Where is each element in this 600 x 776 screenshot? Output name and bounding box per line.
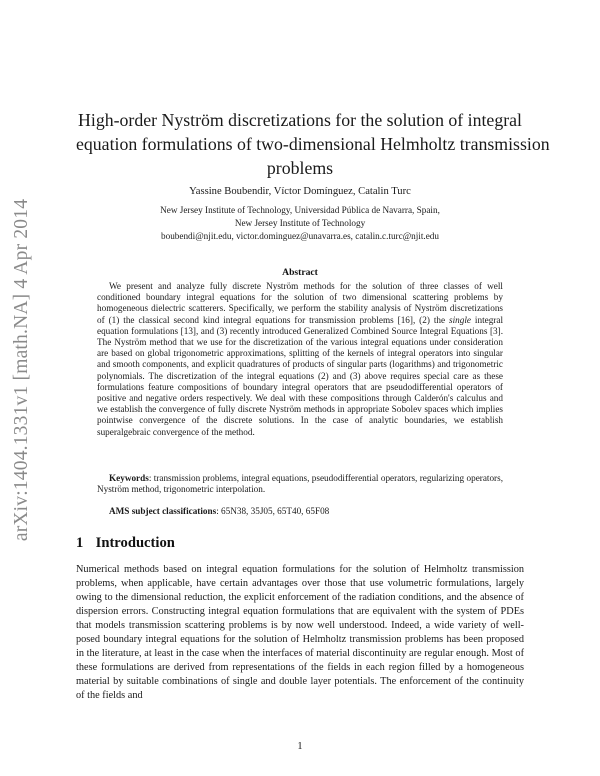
- keywords: [97, 473, 503, 495]
- ams-classifications: [109, 506, 509, 516]
- author-list: Yassine Boubendir, Víctor Domínguez, Catalin Turc: [189, 186, 411, 197]
- title-line-3: problems: [266, 158, 334, 178]
- paper-title: [76, 108, 550, 180]
- keywords-label: Keywords: [109, 473, 149, 483]
- ams-codes: : 65N38, 35J05, 65T40, 65F08: [216, 506, 330, 516]
- arxiv-stamp-text: arXiv:1404.1331v1 [math.NA] 4 Apr 2014: [11, 198, 32, 542]
- title-line-1: High-order Nyström discretizations for the solution of integral: [78, 110, 522, 130]
- introduction-paragraph: Numerical methods based on integral equation formulations for the solution of Helmholtz transmission problems, when applicable, have certain advantages over those that use volumetric formulations, largely owing to the dimensional reduction, the explicit enforcement of the radiation conditions, and the absence of dispersion errors. Constructing integral equation formulations that are equivalent with the system of PDEs that models transmission scattering problems is by now well understood. Indeed, a wide variety of well-posed boundary integral equations for the solution of Helmholtz transmission problems has been proposed in the literature, at least in the case when the interfaces of material discontinuity are regular enough. Most of these formulations are derived from representations of the fields in each region filled by a homogeneous material by suitable combinations of single and double layer potentials. The enforcement of the continuity of the fields and: [76, 564, 524, 701]
- abstract-heading: Abstract: [282, 267, 318, 278]
- section-heading: [76, 535, 175, 552]
- abstract-body: [97, 281, 503, 438]
- affiliation-line-1: New Jersey Institute of Technology, Universidad Pública de Navarra, Spain,: [160, 205, 440, 215]
- ams-label: AMS subject classifications: [109, 506, 217, 516]
- abstract-text-part-2: integral equation formulations [13], and (3) recently introduced Generalized Combined Source Integral Equations [3]. The Nyström method that we use for the discretization of the various integral equations under consideration are based on global trigonometric approximations, splitting of the kernels of integral operators into singular and smooth components, and explicit quadratures of products of singular parts (logarithms) and trigonometric polynomials. The discretization of the integral equations (2) and (3) above requires special care as these formulations feature compositions of boundary integral operators that are pseudodifferential operators of positive and negative orders respectively. We deal with these compositions through Calderón's calculus and we establish the convergence of fully discrete Nyström methods in appropriate Sobolev spaces which implies pointwise convergence of the discrete solutions. In the case of analytic boundaries, we establish superalgebraic convergence of the method.: [97, 314, 503, 437]
- page-number: 1: [297, 741, 303, 752]
- arxiv-stamp: [2, 180, 42, 560]
- abstract-emphasis: single: [449, 314, 471, 325]
- keywords-text: : transmission problems, integral equations, pseudodifferential operators, regularizing operators, Nyström method, trigonometric interpolation.: [97, 473, 503, 495]
- title-line-2: equation formulations of two-dimensional Helmholtz transmission: [76, 134, 550, 154]
- affiliation-line-2: New Jersey Institute of Technology: [234, 218, 366, 228]
- section-number: 1: [76, 535, 84, 551]
- author-emails: boubendi@njit.edu, victor.dominguez@unavarra.es, catalin.c.turc@njit.edu: [161, 231, 439, 241]
- section-title: Introduction: [95, 535, 175, 551]
- abstract-text-part-1: We present and analyze fully discrete Nyström methods for the solution of three classes of well conditioned boundary integral equations for the solution of two dimensional scattering problems by homogeneous dielectric scatterers. Specifically, we perform the stability analysis of Nyström discretizations of (1) the classical second kind integral equations for transmission problems [16], (2) the: [97, 281, 503, 325]
